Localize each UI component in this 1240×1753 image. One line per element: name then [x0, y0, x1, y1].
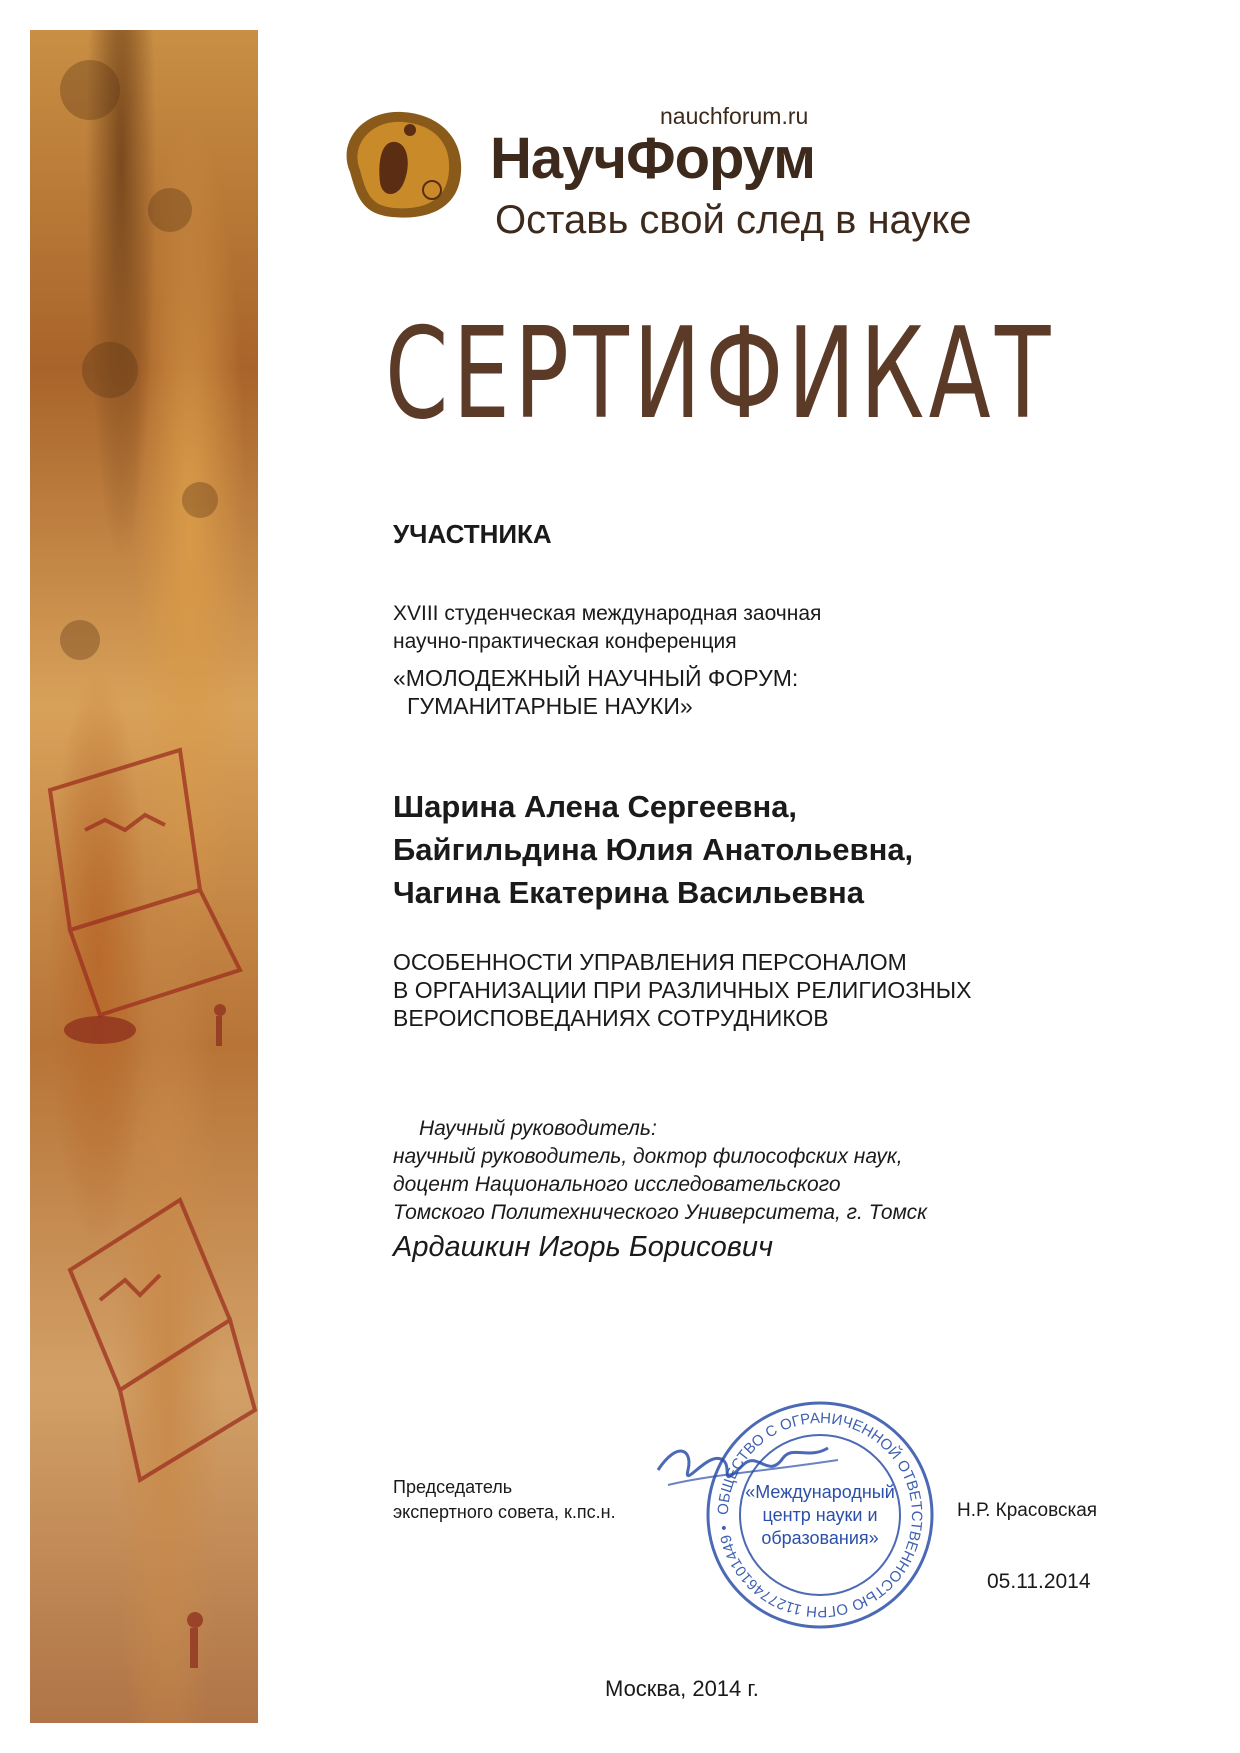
participants-list	[393, 785, 913, 914]
signatory-name: Н.Р. Красовская	[957, 1500, 1098, 1521]
conference-name-line-2: ГУМАНИТАРНЫЕ НАУКИ»	[407, 693, 693, 719]
signatory-position	[393, 1475, 616, 1525]
supervisor-name: Ардашкин Игорь Борисович	[393, 1231, 773, 1263]
stamp-center-line-3: образования»	[761, 1528, 879, 1548]
topic-line: В ОРГАНИЗАЦИИ ПРИ РАЗЛИЧНЫХ РЕЛИГИОЗНЫХ	[393, 977, 972, 1003]
signatory-position-line-2: экспертного совета, к.пс.н.	[393, 1502, 616, 1522]
certificate-role: УЧАСТНИКА	[393, 519, 552, 549]
topic-line: ОСОБЕННОСТИ УПРАВЛЕНИЯ ПЕРСОНАЛОМ	[393, 949, 907, 975]
supervisor-detail: доцент Национального исследовательского	[393, 1173, 841, 1196]
conference-name-line-1: «МОЛОДЕЖНЫЙ НАУЧНЫЙ ФОРУМ:	[393, 665, 799, 691]
conference-line-2: научно-практическая конференция	[393, 630, 737, 653]
participant-name: Чагина Екатерина Васильевна	[393, 875, 864, 910]
stamp-outer-text: ОБЩЕСТВО С ОГРАНИЧЕННОЙ ОТВЕТСТВЕННОСТЬЮ ОГРН 1127746101449 •	[714, 1409, 926, 1621]
participant-name: Байгильдина Юлия Анатольевна,	[393, 832, 914, 867]
supervisor-detail: Томского Политехнического Университета, г. Томск	[393, 1201, 928, 1224]
issue-place: Москва, 2014 г.	[605, 1676, 759, 1701]
decorative-rock-art-strip	[30, 30, 258, 1723]
rock-art-drawings	[30, 30, 258, 1723]
logo-title: НаучФорум	[490, 126, 816, 191]
conference-line-1: XVIII студенческая международная заочная	[393, 602, 822, 625]
logo-emblem	[332, 102, 472, 227]
paper-topic	[393, 948, 971, 1032]
conference-info	[393, 600, 821, 720]
stamp-center-line-2: центр науки и	[762, 1505, 878, 1525]
logo-url: nauchforum.ru	[660, 103, 809, 129]
supervisor-label: Научный руководитель:	[419, 1117, 657, 1140]
topic-line: ВЕРОИСПОВЕДАНИЯХ СОТРУДНИКОВ	[393, 1005, 829, 1031]
supervisor-block	[393, 1115, 927, 1261]
handwritten-signature	[648, 1420, 848, 1515]
participant-name: Шарина Алена Сергеевна,	[393, 789, 798, 824]
signatory-position-line-1: Председатель	[393, 1477, 513, 1497]
issue-date: 05.11.2014	[987, 1570, 1091, 1593]
logo-slogan: Оставь свой след в науке	[495, 198, 972, 242]
stamp-center-line-1: «Международный	[745, 1482, 895, 1502]
certificate-title: СЕРТИФИКАТ	[385, 300, 1055, 447]
supervisor-detail: научный руководитель, доктор философских наук,	[393, 1145, 903, 1168]
